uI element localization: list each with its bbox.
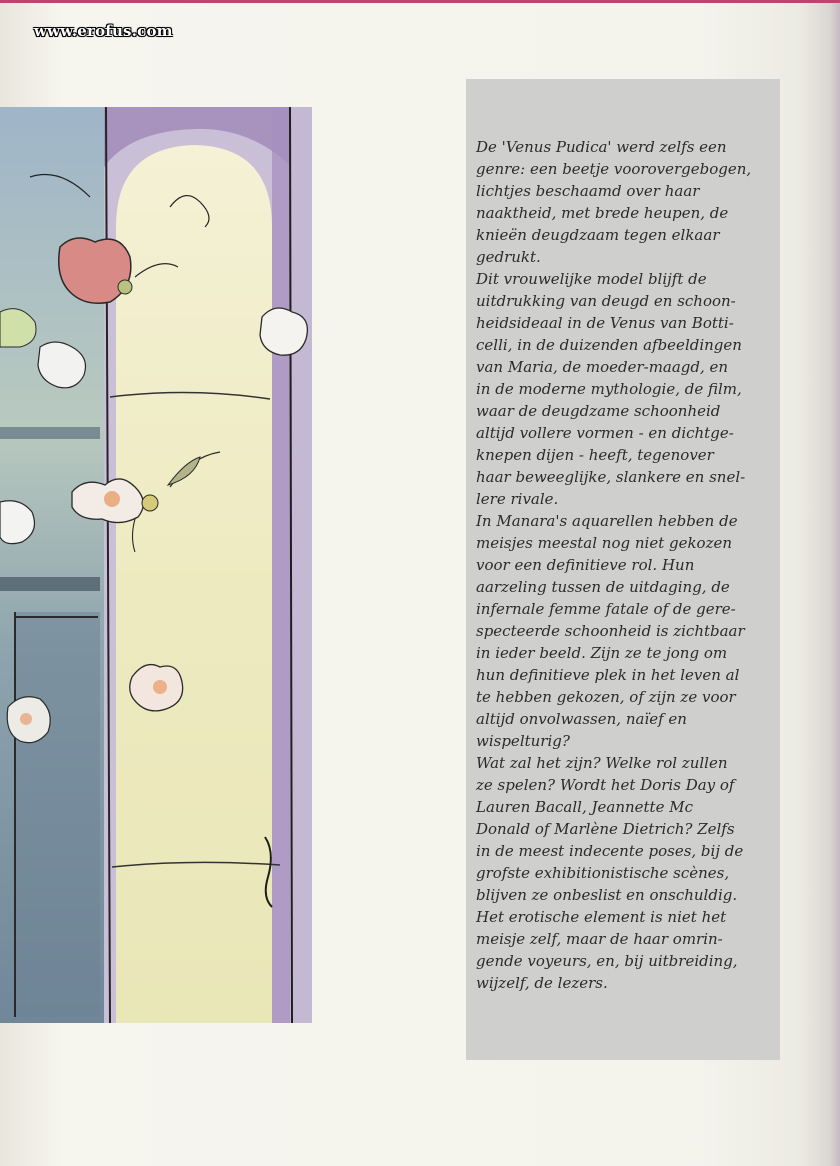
text-line: Dit vrouwelijke model blijft de xyxy=(476,270,707,288)
text-line: uitdrukking van deugd en schoon- xyxy=(476,292,736,310)
text-line: knieën deugdzaam tegen elkaar xyxy=(476,226,720,244)
text-line: genre: een beetje voorovergebogen, xyxy=(476,160,752,178)
text-line: naaktheid, met brede heupen, de xyxy=(476,204,729,222)
text-line: haar beweeglijke, slankere en snel- xyxy=(476,468,746,486)
text-line: hun definitieve plek in het leven al xyxy=(476,666,740,684)
text-line: specteerde schoonheid is zichtbaar xyxy=(476,622,745,640)
text-line: lichtjes beschaamd over haar xyxy=(476,182,700,200)
text-line: celli, in de duizenden afbeeldingen xyxy=(476,336,742,354)
text-line: In Manara's aquarellen hebben de xyxy=(476,512,738,530)
text-line: Donald of Marlène Dietrich? Zelfs xyxy=(476,820,735,838)
text-line: van Maria, de moeder-maagd, en xyxy=(476,358,729,376)
paragraph xyxy=(476,752,776,994)
text-line: voor een definitieve rol. Hun xyxy=(476,556,695,574)
text-line: Het erotische element is niet het xyxy=(476,908,727,926)
text-line: Wat zal het zijn? Welke rol zullen xyxy=(476,754,728,772)
text-panel xyxy=(466,79,780,1060)
text-line: in ieder beeld. Zijn ze te jong om xyxy=(476,644,728,662)
text-line: blijven ze onbeslist en onschuldig. xyxy=(476,886,738,904)
text-line: aarzeling tussen de uitdaging, de xyxy=(476,578,730,596)
text-line: wispelturig? xyxy=(476,732,570,750)
text-line: gedrukt. xyxy=(476,248,541,266)
text-line: in de moderne mythologie, de film, xyxy=(476,380,742,398)
watercolor-illustration xyxy=(0,107,312,1023)
text-line: ze spelen? Wordt het Doris Day of xyxy=(476,776,735,794)
text-line: waar de deugdzame schoonheid xyxy=(476,402,721,420)
text-line: heidsideaal in de Venus van Botti- xyxy=(476,314,734,332)
text-line: lere rivale. xyxy=(476,490,559,508)
text-line: te hebben gekozen, of zijn ze voor xyxy=(476,688,736,706)
text-line: De 'Venus Pudica' werd zelfs een xyxy=(476,138,727,156)
text-line: meisje zelf, maar de haar omrin- xyxy=(476,930,723,948)
paragraph xyxy=(476,268,776,510)
watermark: www.erofus.com xyxy=(34,22,173,40)
text-line: wijzelf, de lezers. xyxy=(476,974,608,992)
text-line: knepen dijen - heeft, tegenover xyxy=(476,446,714,464)
flower-peach-lower xyxy=(130,665,183,711)
paragraph xyxy=(476,510,776,752)
page-top-edge xyxy=(0,0,840,3)
text-line: Lauren Bacall, Jeannette Mc xyxy=(476,798,693,816)
body-text xyxy=(476,136,776,994)
text-line: altijd vollere vormen - en dichtge- xyxy=(476,424,734,442)
text-line: infernale femme fatale of de gere- xyxy=(476,600,736,618)
window-arch-light xyxy=(116,145,272,1023)
flower-white-right xyxy=(260,308,307,355)
paragraph xyxy=(476,136,776,268)
text-line: in de meest indecente poses, bij de xyxy=(476,842,744,860)
text-line: grofste exhibitionistische scènes, xyxy=(476,864,730,882)
text-line: gende voyeurs, en, bij uitbreiding, xyxy=(476,952,738,970)
text-line: meisjes meestal nog niet gekozen xyxy=(476,534,733,552)
flower-white-bottom-left xyxy=(7,697,50,743)
text-line: altijd onvolwassen, naïef en xyxy=(476,710,687,728)
